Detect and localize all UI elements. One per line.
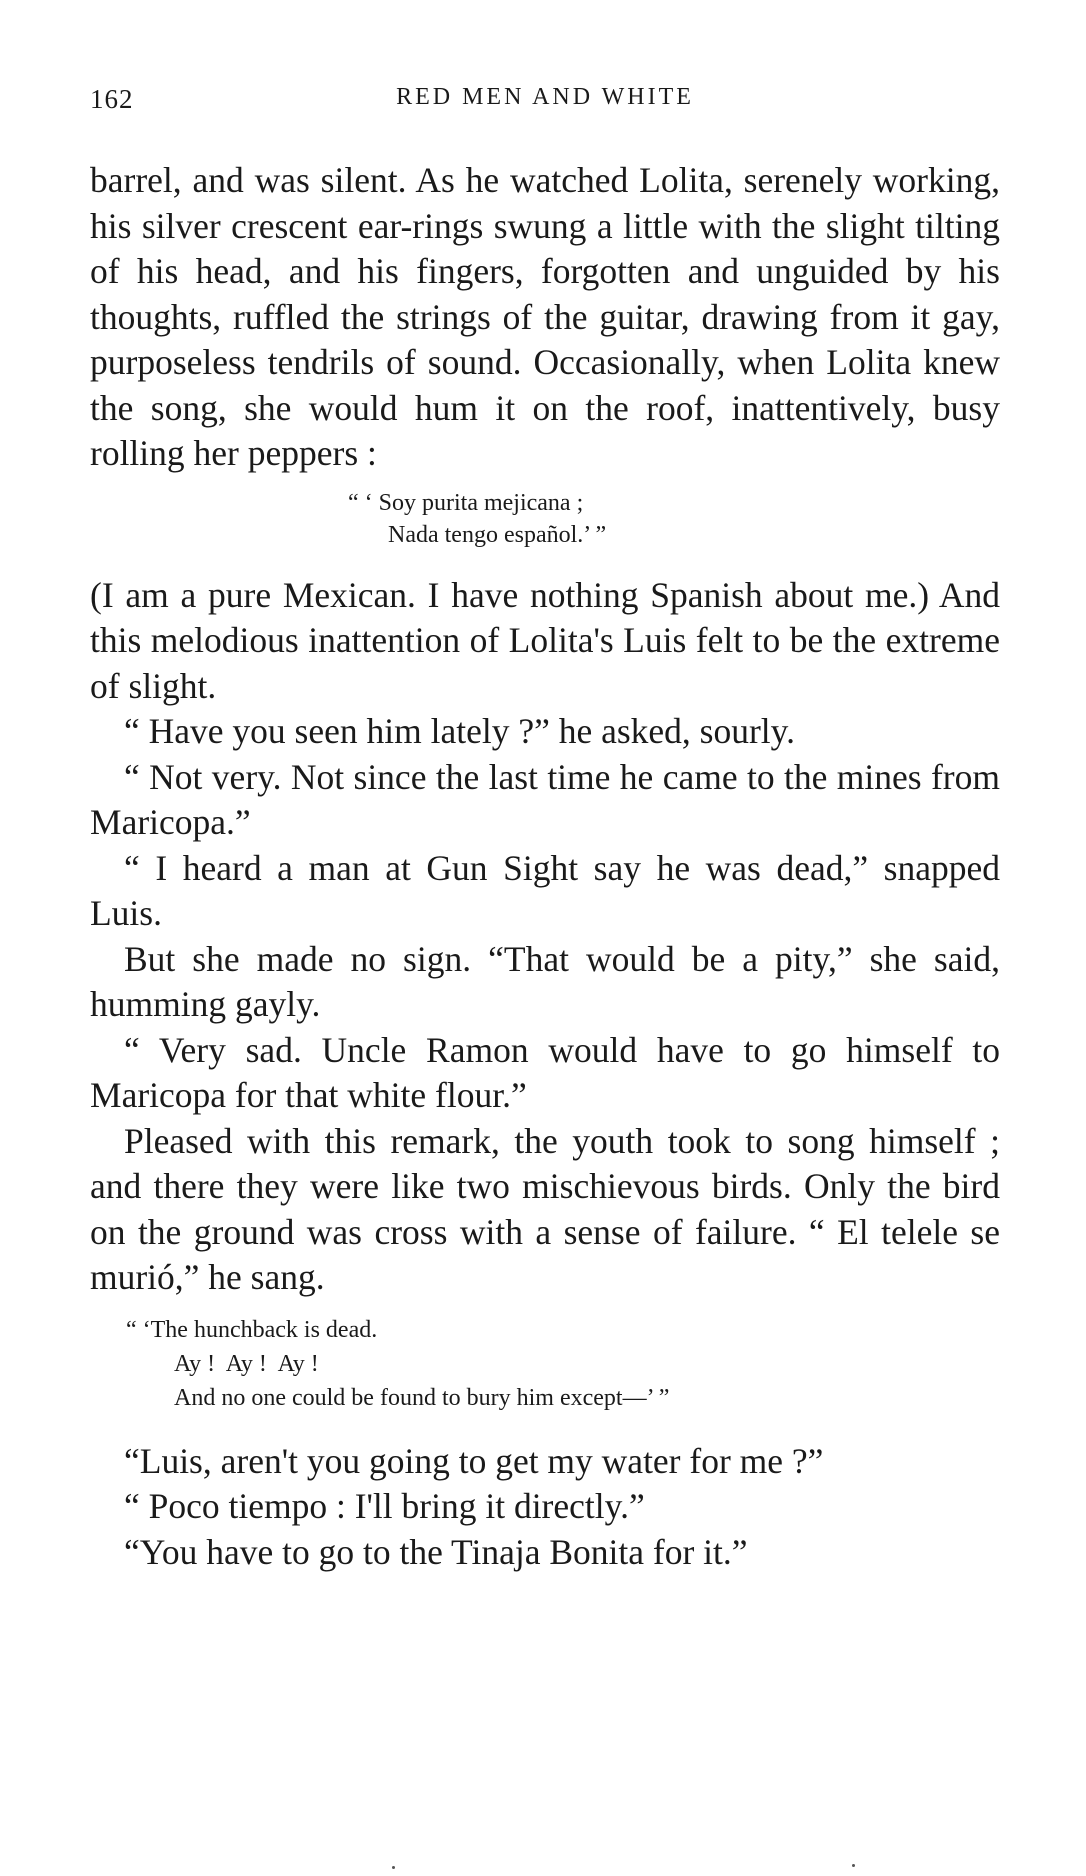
running-head: [90, 84, 1000, 124]
body-text: [90, 158, 1000, 1575]
verse-line: Ay ! Ay ! Ay !: [174, 1350, 319, 1377]
paragraph: But she made no sign. “That would be a pity,” she said, humming gayly.: [90, 938, 1000, 1024]
page-number: 162: [90, 84, 134, 114]
running-title: RED MEN AND WHITE: [396, 84, 694, 110]
paragraph: “ Very sad. Uncle Ramon would have to go himself to Maricopa for that white flour.”: [90, 1029, 1000, 1115]
paragraph: “ I heard a man at Gun Sight say he was dead,” snapped Luis.: [90, 847, 1000, 933]
paragraph: “Luis, aren't you going to get my water for me ?”: [124, 1440, 824, 1481]
paragraph: “ Have you seen him lately ?” he asked, sourly.: [124, 711, 795, 751]
verse-line: “ ‘ Soy purita mejicana ;: [348, 489, 584, 516]
verse-line: And no one could be found to bury him except—’ ”: [174, 1384, 670, 1411]
paragraph: “ Not very. Not since the last time he came to the mines from Maricopa.”: [90, 756, 1000, 842]
paragraph: “ Poco tiempo : I'll bring it directly.”: [124, 1486, 645, 1526]
paragraph: barrel, and was silent. As he watched Lolita, serenely working, his silver crescent ear-rings swung a little with the slight tilting of his head, and his fingers, forgotten and unguided by his thoughts, ruffled the strings of the guitar, drawing from it gay, purposeless tendrils of sound. Occasionally, when Lolita knew the song, she would hum it on the roof, inattentively, busy rolling her peppers :: [90, 160, 1000, 473]
paragraph: Pleased with this remark, the youth took to song himself ; and there they were like two mischievous birds. Only the bird on the ground was cross with a sense of failure. “ El telele se murió,” he sang.: [90, 1120, 1000, 1297]
verse-block: [90, 1313, 1000, 1415]
verse-block: [90, 487, 1000, 551]
verse-line: Nada tengo español.’ ”: [388, 521, 607, 548]
verse-line: “ ‘The hunchback is dead.: [126, 1316, 378, 1343]
stray-mark: [392, 1866, 395, 1869]
paragraph: “You have to go to the Tinaja Bonita for it.”: [124, 1531, 748, 1572]
stray-mark: [852, 1864, 855, 1867]
paragraph: (I am a pure Mexican. I have nothing Spanish about me.) And this melodious inattention of Lolita's Luis felt to be the extreme of slight.: [90, 574, 1000, 706]
